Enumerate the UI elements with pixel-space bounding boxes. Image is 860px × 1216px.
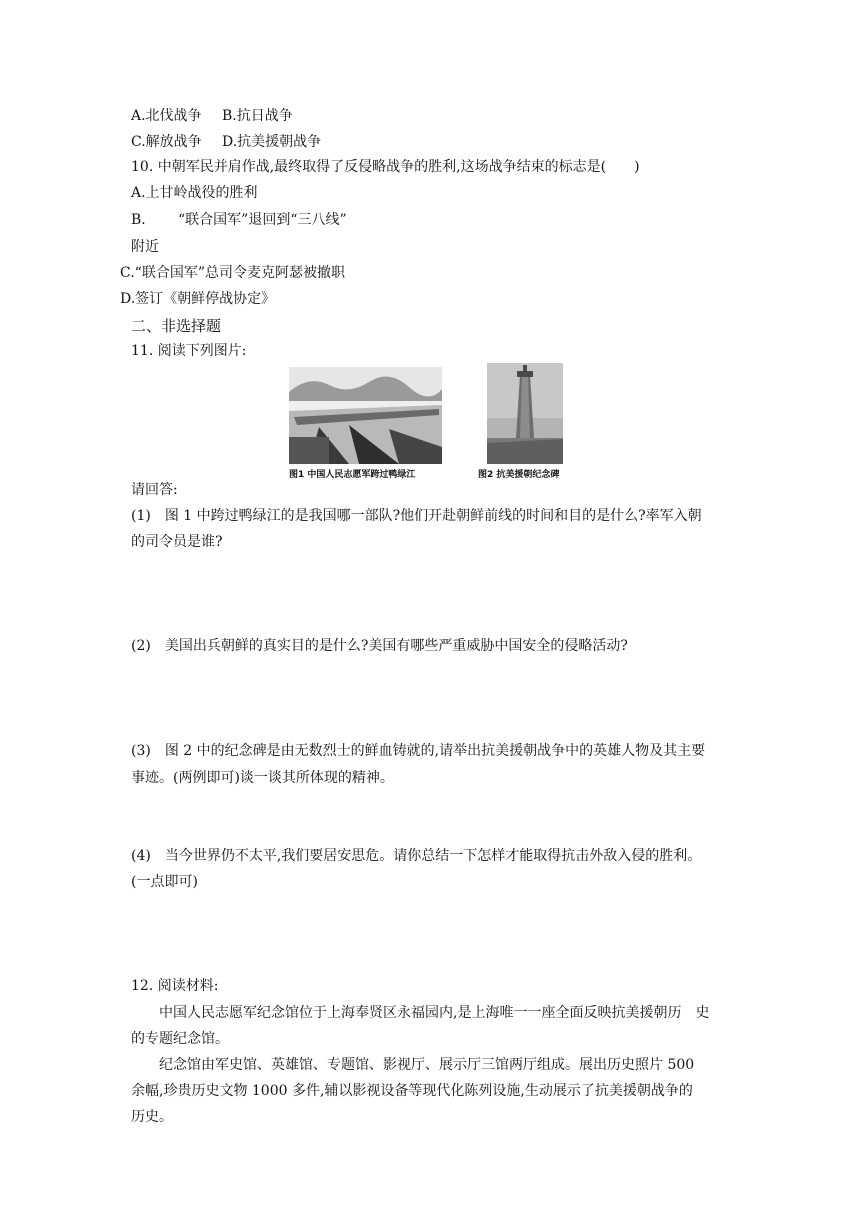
- q11-sub4-line1: (4) 当今世界仍不太平,我们要居安思危。请你总结一下怎样才能取得抗击外敌入侵的胜利。: [131, 848, 702, 864]
- q11-sub1-line1: (1) 图 1 中跨过鸭绿江的是我国哪一部队?他们开赴朝鲜前线的时间和目的是什么?率军入朝: [131, 508, 702, 524]
- q12-paragraph-1-line2: 的专题纪念馆。: [131, 1031, 229, 1047]
- figure-2-photo: [487, 363, 563, 464]
- q11-sub3-line2: 事迹。(两例即可)谈一谈其所体现的精神。: [131, 770, 394, 786]
- q11-sub1-line2: 的司令员是谁?: [131, 534, 223, 550]
- q10-option-b-prefix: B.: [131, 212, 146, 228]
- q9-option-d: D.抗美援朝战争: [222, 134, 322, 150]
- q10-stem: 10. 中朝军民并肩作战,最终取得了反侵略战争的胜利,这场战争结束的标志是( ): [131, 159, 640, 175]
- q11-prompt: 请回答:: [131, 482, 178, 498]
- q12-paragraph-2-line2: 余幅,珍贵历史文物 1000 多件,辅以影视设备等现代化陈列设施,生动展示了抗美援朝战争的: [131, 1083, 693, 1099]
- q12-paragraph-2-line1: 纪念馆由军史馆、英雄馆、专题馆、影视厅、展示厅三馆两厅组成。展出历史照片 500: [159, 1057, 695, 1073]
- q10-option-b: “联合国军”退回到“三八线”: [178, 212, 347, 228]
- section-title: 二、非选择题: [131, 317, 222, 335]
- q10-option-b-cont: 附近: [131, 239, 159, 255]
- q12-paragraph-1-line1: 中国人民志愿军纪念馆位于上海奉贤区永福园内,是上海唯一一座全面反映抗美援朝历 史: [159, 1005, 710, 1021]
- q10-option-c: C.“联合国军”总司令麦克阿瑟被撤职: [120, 265, 345, 281]
- figure-2-caption: 图2 抗美援朝纪念碑: [478, 470, 560, 480]
- q12-paragraph-2-line3: 历史。: [131, 1109, 173, 1125]
- q9-option-b: B.抗日战争: [222, 108, 293, 124]
- q11-sub4-line2: (一点即可): [131, 874, 198, 890]
- q12-stem: 12. 阅读材料:: [131, 978, 219, 994]
- q10-option-d: D.签订《朝鲜停战协定》: [120, 291, 276, 307]
- q11-sub2: (2) 美国出兵朝鲜的真实目的是什么?美国有哪些严重威胁中国安全的侵略活动?: [131, 638, 628, 654]
- figure-1-photo: [289, 367, 442, 464]
- q11-sub3-line1: (3) 图 2 中的纪念碑是由无数烈士的鲜血铸就的,请举出抗美援朝战争中的英雄人物及其主要: [131, 743, 706, 759]
- q9-option-c: C.解放战争: [131, 134, 202, 150]
- q10-option-a: A.上甘岭战役的胜利: [131, 185, 258, 201]
- q11-stem: 11. 阅读下列图片:: [131, 343, 247, 359]
- q9-option-a: A.北伐战争: [131, 108, 202, 124]
- figure-1-caption: 图1 中国人民志愿军跨过鸭绿江: [289, 470, 416, 480]
